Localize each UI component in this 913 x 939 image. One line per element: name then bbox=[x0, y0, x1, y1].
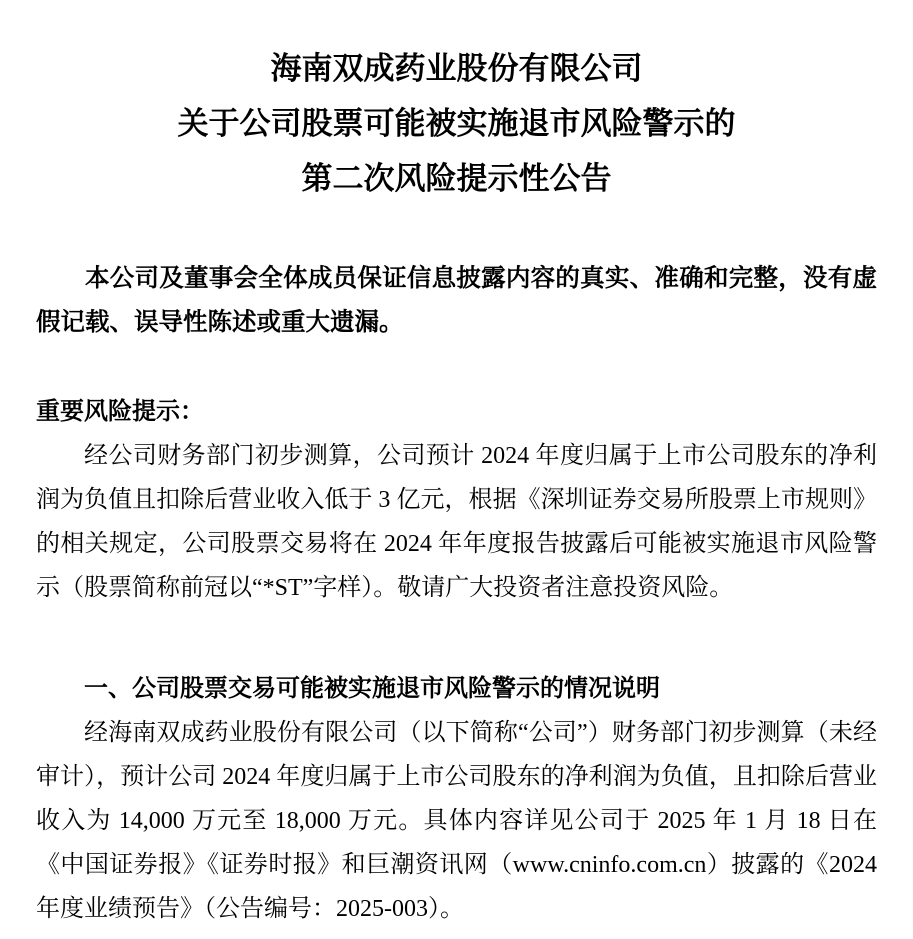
board-disclaimer-paragraph: 本公司及董事会全体成员保证信息披露内容的真实、准确和完整，没有虚假记载、误导性陈述或重大遗漏。 bbox=[36, 265, 877, 336]
document-title bbox=[36, 41, 877, 206]
document-title-line-3: 第二次风险提示性公告 bbox=[301, 161, 612, 196]
document-title-line-2: 关于公司股票可能被实施退市风险警示的 bbox=[177, 106, 736, 141]
important-risk-notice-label: 重要风险提示： bbox=[36, 399, 204, 425]
section-1-heading: 一、公司股票交易可能被实施退市风险警示的情况说明 bbox=[84, 676, 660, 702]
important-risk-notice-paragraph: 经公司财务部门初步测算，公司预计 2024 年度归属于上市公司股东的净利润为负值且扣除后营业收入低于 3 亿元，根据《深圳证券交易所股票上市规则》的相关规定，公司股票交易将在 2024 年年度报告披露后可能被实施退市风险警示（股票简称前冠以“*ST”字样）。敬请广大投资者注意投资风险。 bbox=[36, 443, 877, 601]
document-title-line-1: 海南双成药业股份有限公司 bbox=[270, 51, 643, 86]
section-1-paragraph: 经海南双成药业股份有限公司（以下简称“公司”）财务部门初步测算（未经审计），预计公司 2024 年度归属于上市公司股东的净利润为负值，且扣除后营业收入为 14,000 万元至 18,000 万元。具体内容详见公司于 2025 年 1 月 18 日在《中国证券报》《证券时报》和巨潮资讯网（www.cninfo.com.cn）披露的《2024 年度业绩预告》（公告编号：2025-003）。 bbox=[36, 720, 877, 922]
